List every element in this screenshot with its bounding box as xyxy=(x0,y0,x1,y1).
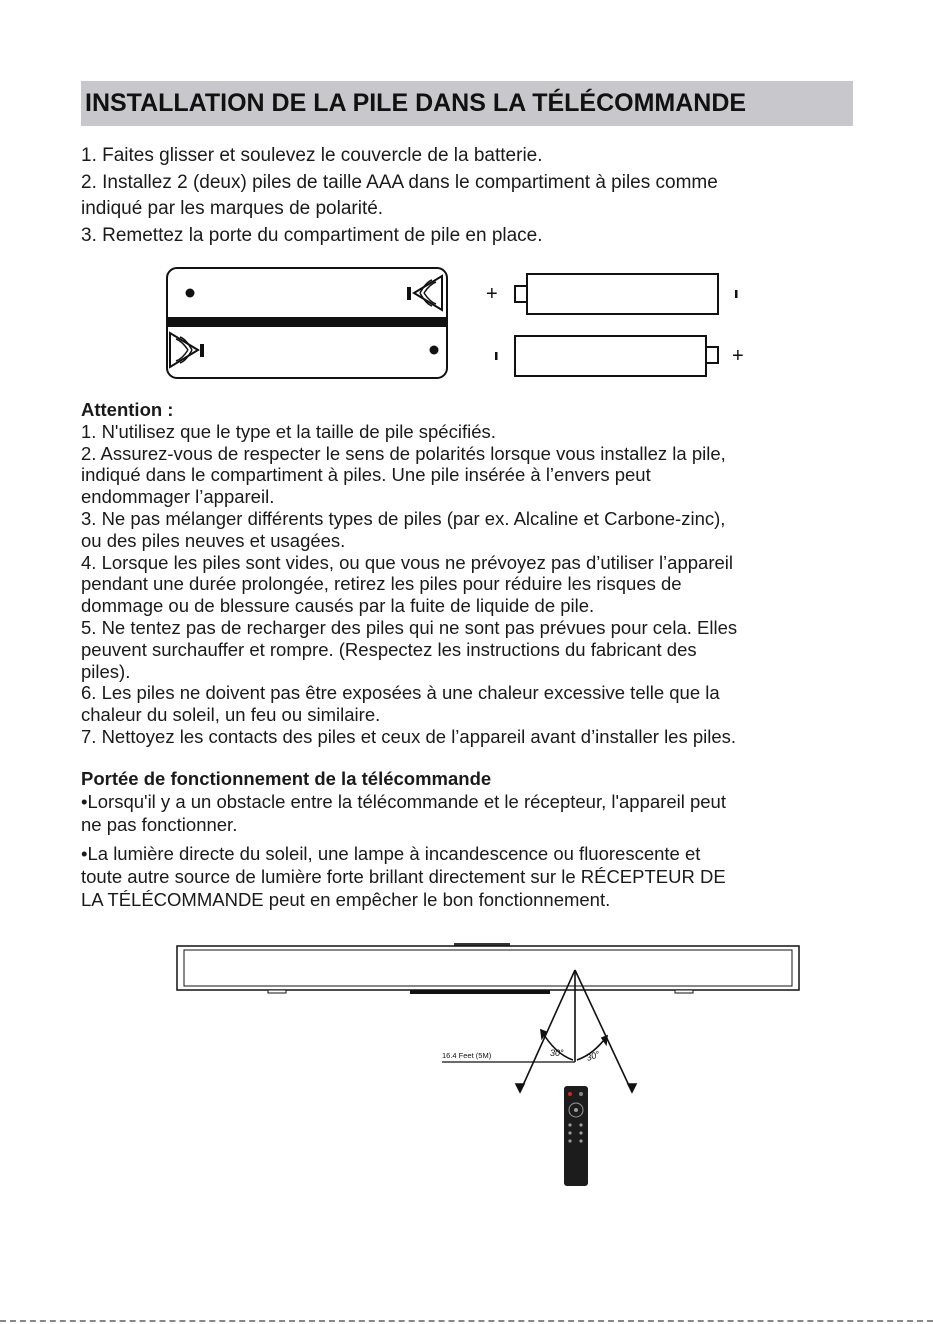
intro-instructions xyxy=(81,143,861,249)
range-line: •Lorsqu'il y a un obstacle entre la télécommande et le récepteur, l'appareil peut xyxy=(81,791,726,812)
instruction-line: indiqué par les marques de polarité. xyxy=(81,198,384,219)
battery-compartment-diagram xyxy=(160,262,460,384)
attention-line: 2. Assurez-vous de respecter le sens de polarités lorsque vous installez la pile, xyxy=(81,442,726,464)
range-line: ne pas fonctionner. xyxy=(81,814,238,835)
attention-line: chaleur du soleil, un feu ou similaire. xyxy=(81,704,381,726)
plus-sign: + xyxy=(486,283,498,305)
angle-left-label: 30° xyxy=(550,1048,564,1058)
batteries-diagram xyxy=(482,268,762,380)
range-line: •La lumière directe du soleil, une lampe à incandescence ou fluorescente et xyxy=(81,843,701,864)
attention-line: ou des piles neuves et usagées. xyxy=(81,529,346,551)
angle-right-label: 30° xyxy=(584,1048,602,1064)
instruction-line: 3. Remettez la porte du compartiment de pile en place. xyxy=(81,224,543,246)
remote-range-diagram xyxy=(170,936,810,1192)
attention-line: indiqué dans le compartiment à piles. Une pile insérée à l’envers peut xyxy=(81,464,651,486)
attention-line: peuvent surchauffer et rompre. (Respectez les instructions du fabricant des xyxy=(81,638,697,660)
range-section xyxy=(81,767,861,911)
page-title: INSTALLATION DE LA PILE DANS LA TÉLÉCOMMANDE xyxy=(81,81,853,126)
attention-line: dommage ou de blessure causés par la fuite de liquide de pile. xyxy=(81,595,595,617)
plus-sign: + xyxy=(732,345,744,367)
attention-section xyxy=(81,399,861,748)
range-line: LA TÉLÉCOMMANDE peut en empêcher le bon fonctionnement. xyxy=(81,889,611,910)
page-bottom-edge xyxy=(0,1320,933,1322)
attention-line: pendant une durée prolongée, retirez les piles pour réduire les risques de xyxy=(81,573,682,595)
attention-line: 3. Ne pas mélanger différents types de piles (par ex. Alcaline et Carbone-zinc), xyxy=(81,507,726,529)
instruction-line: 2. Installez 2 (deux) piles de taille AAA dans le compartiment à piles comme xyxy=(81,171,718,193)
attention-line: piles). xyxy=(81,660,131,682)
attention-line: 7. Nettoyez les contacts des piles et ceux de l’appareil avant d’installer les piles. xyxy=(81,725,737,747)
instruction-line: 1. Faites glisser et soulevez le couvercle de la batterie. xyxy=(81,145,543,166)
range-heading: Portée de fonctionnement de la télécommande xyxy=(81,768,492,789)
attention-line: 1. N'utilisez que le type et la taille de pile spécifiés. xyxy=(81,420,496,442)
attention-line: 4. Lorsque les piles sont vides, ou que vous ne prévoyez pas d’utiliser l’appareil xyxy=(81,551,733,573)
distance-label: 16.4 Feet (5M) xyxy=(442,1051,492,1060)
attention-line: 6. Les piles ne doivent pas être exposées à une chaleur excessive telle que la xyxy=(81,682,720,704)
remote-control-illustration xyxy=(564,1086,588,1186)
range-line: toute autre source de lumière forte brillant directement sur le RÉCEPTEUR DE xyxy=(81,866,726,887)
attention-line: 5. Ne tentez pas de recharger des piles qui ne sont pas prévues pour cela. Elles xyxy=(81,616,738,638)
attention-heading: Attention : xyxy=(81,399,174,420)
attention-line: endommager l’appareil. xyxy=(81,486,275,508)
soundbar-illustration xyxy=(177,943,799,994)
